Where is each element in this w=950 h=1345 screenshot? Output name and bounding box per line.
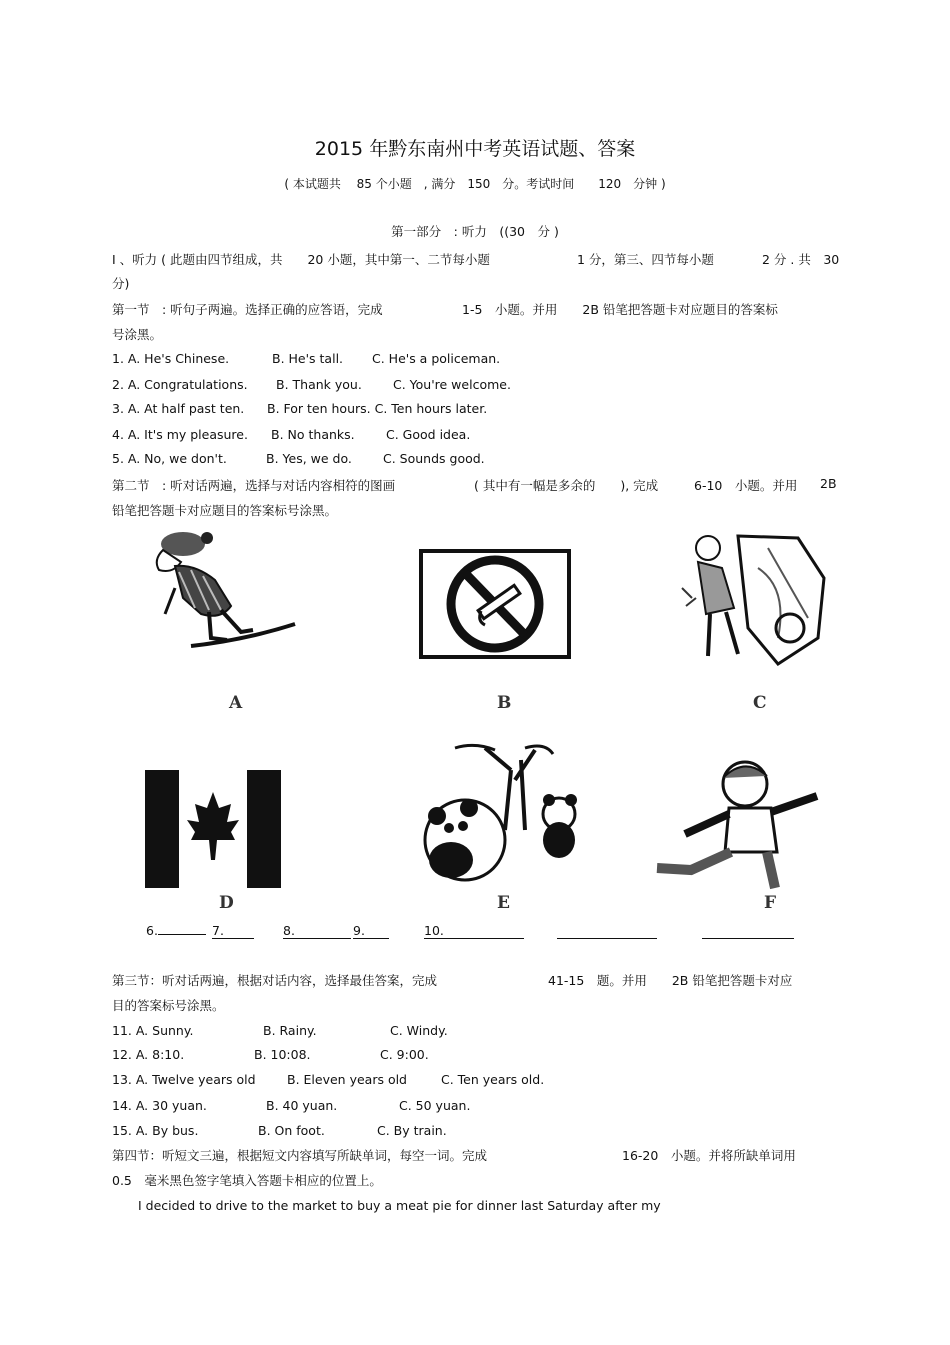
section1-instruction-a: 第一节 : 听句子两遍。选择正确的应答语，完成 bbox=[112, 302, 383, 317]
section1-instruction-c: 号涂黑。 bbox=[112, 327, 163, 342]
answer-blank-7[interactable] bbox=[212, 923, 254, 939]
canadian-flag-picture bbox=[143, 768, 283, 890]
option-c: C. By train. bbox=[377, 1123, 447, 1138]
option-a: 5. A. No, we don't. bbox=[112, 451, 227, 466]
listening-intro-a: Ⅰ 、听力 ( 此题由四节组成，共 20 小题，其中第一、二节每小题 bbox=[112, 252, 490, 267]
exercising-boy-picture bbox=[645, 756, 825, 896]
page-title: 2015 年黔东南州中考英语试题、答案 bbox=[314, 138, 636, 160]
option-c: C. He's a policeman. bbox=[372, 351, 501, 366]
listening-intro-d: 分) bbox=[112, 276, 130, 291]
section2-instruction-d: 2B bbox=[820, 476, 837, 491]
section3-instruction-a: 第三节：听对话两遍，根据对话内容，选择最佳答案，完成 bbox=[112, 973, 438, 988]
section3-instruction-c: 目的答案标号涂黑。 bbox=[112, 998, 225, 1013]
section2-instruction-a: 第二节 : 听对话两遍，选择与对话内容相符的图画 bbox=[112, 478, 396, 493]
section4-instruction-b: 16-20 小题。并将所缺单词用 bbox=[622, 1148, 796, 1163]
section1-instruction-b: 1-5 小题。并用 2B 铅笔把答题卡对应题目的答案标 bbox=[462, 302, 778, 317]
blank-number: 6. bbox=[146, 923, 158, 938]
section2-instruction-c: 6-10 小题。并用 bbox=[694, 478, 798, 493]
picture-label-b: B bbox=[497, 693, 512, 713]
section4-instruction-a: 第四节：听短文三遍，根据短文内容填写所缺单词，每空一词。完成 bbox=[112, 1148, 488, 1163]
option-b: B. Rainy. bbox=[263, 1023, 317, 1038]
part1-heading: 第一部分 : 听力 ((30 分 ) bbox=[391, 224, 559, 239]
option-b: B. For ten hours. C. Ten hours later. bbox=[267, 401, 488, 416]
picture-label-c: C bbox=[753, 693, 767, 713]
option-b: B. 40 yuan. bbox=[266, 1098, 338, 1113]
picture-label-d: D bbox=[219, 893, 234, 913]
option-b: B. 10:08. bbox=[254, 1047, 311, 1062]
option-c: C. 50 yuan. bbox=[399, 1098, 471, 1113]
option-a: 4. A. It's my pleasure. bbox=[112, 427, 248, 442]
listening-intro-c: 2 分 . 共 30 bbox=[762, 252, 840, 267]
picture-label-f: F bbox=[764, 893, 777, 913]
option-b: B. On foot. bbox=[258, 1123, 325, 1138]
section3-instruction-b: 41-15 题。并用 2B 铅笔把答题卡对应 bbox=[548, 973, 793, 988]
option-a: 2. A. Congratulations. bbox=[112, 377, 248, 392]
exam-info: ( 本试题共 85 个小题 , 满分 150 分。考试时间 120 分钟 ) bbox=[284, 177, 666, 191]
option-b: B. He's tall. bbox=[272, 351, 344, 366]
answer-blank-extra[interactable] bbox=[702, 923, 794, 939]
section4-instruction-c: 0.5 毫米黑色签字笔填入答题卡相应的位置上。 bbox=[112, 1173, 382, 1188]
option-c: C. Good idea. bbox=[386, 427, 471, 442]
option-b: B. Yes, we do. bbox=[266, 451, 352, 466]
blank-number: 7. bbox=[212, 923, 224, 938]
option-a: 14. A. 30 yuan. bbox=[112, 1098, 207, 1113]
picture-label-e: E bbox=[497, 893, 510, 913]
option-c: C. Windy. bbox=[390, 1023, 448, 1038]
blank-number: 8. bbox=[283, 923, 295, 938]
option-c: C. Sounds good. bbox=[383, 451, 485, 466]
answer-blank-9[interactable] bbox=[353, 923, 389, 939]
answer-blank-6[interactable] bbox=[146, 923, 206, 938]
option-b: B. Eleven years old bbox=[287, 1072, 407, 1087]
umbrella-man-picture bbox=[678, 528, 828, 668]
listening-intro-b: 1 分，第三、四节每小题 bbox=[577, 252, 714, 267]
option-a: 13. A. Twelve years old bbox=[112, 1072, 256, 1087]
option-c: C. 9:00. bbox=[380, 1047, 429, 1062]
option-b: B. No thanks. bbox=[271, 427, 355, 442]
section2-instruction-b: ( 其中有一幅是多余的 ), 完成 bbox=[474, 478, 659, 493]
option-a: 15. A. By bus. bbox=[112, 1123, 199, 1138]
option-b: B. Thank you. bbox=[276, 377, 362, 392]
picture-label-a: A bbox=[229, 693, 243, 713]
option-c: C. Ten years old. bbox=[441, 1072, 545, 1087]
option-a: 3. A. At half past ten. bbox=[112, 401, 245, 416]
no-smoking-sign-picture bbox=[415, 545, 575, 663]
option-a: 11. A. Sunny. bbox=[112, 1023, 194, 1038]
pandas-picture bbox=[415, 740, 590, 890]
option-a: 1. A. He's Chinese. bbox=[112, 351, 230, 366]
blank-number: 9. bbox=[353, 923, 365, 938]
option-a: 12. A. 8:10. bbox=[112, 1047, 185, 1062]
answer-blank-8[interactable] bbox=[283, 923, 351, 939]
section2-instruction-e: 铅笔把答题卡对应题目的答案标号涂黑。 bbox=[112, 503, 338, 518]
passage-text: I decided to drive to the market to buy a meat pie for dinner last Saturday after my bbox=[138, 1198, 661, 1213]
blank-number: 10. bbox=[424, 923, 444, 938]
answer-blank-extra[interactable] bbox=[557, 923, 657, 939]
skier-picture bbox=[135, 528, 305, 658]
answer-blank-10[interactable] bbox=[424, 923, 524, 939]
option-c: C. You're welcome. bbox=[393, 377, 511, 392]
